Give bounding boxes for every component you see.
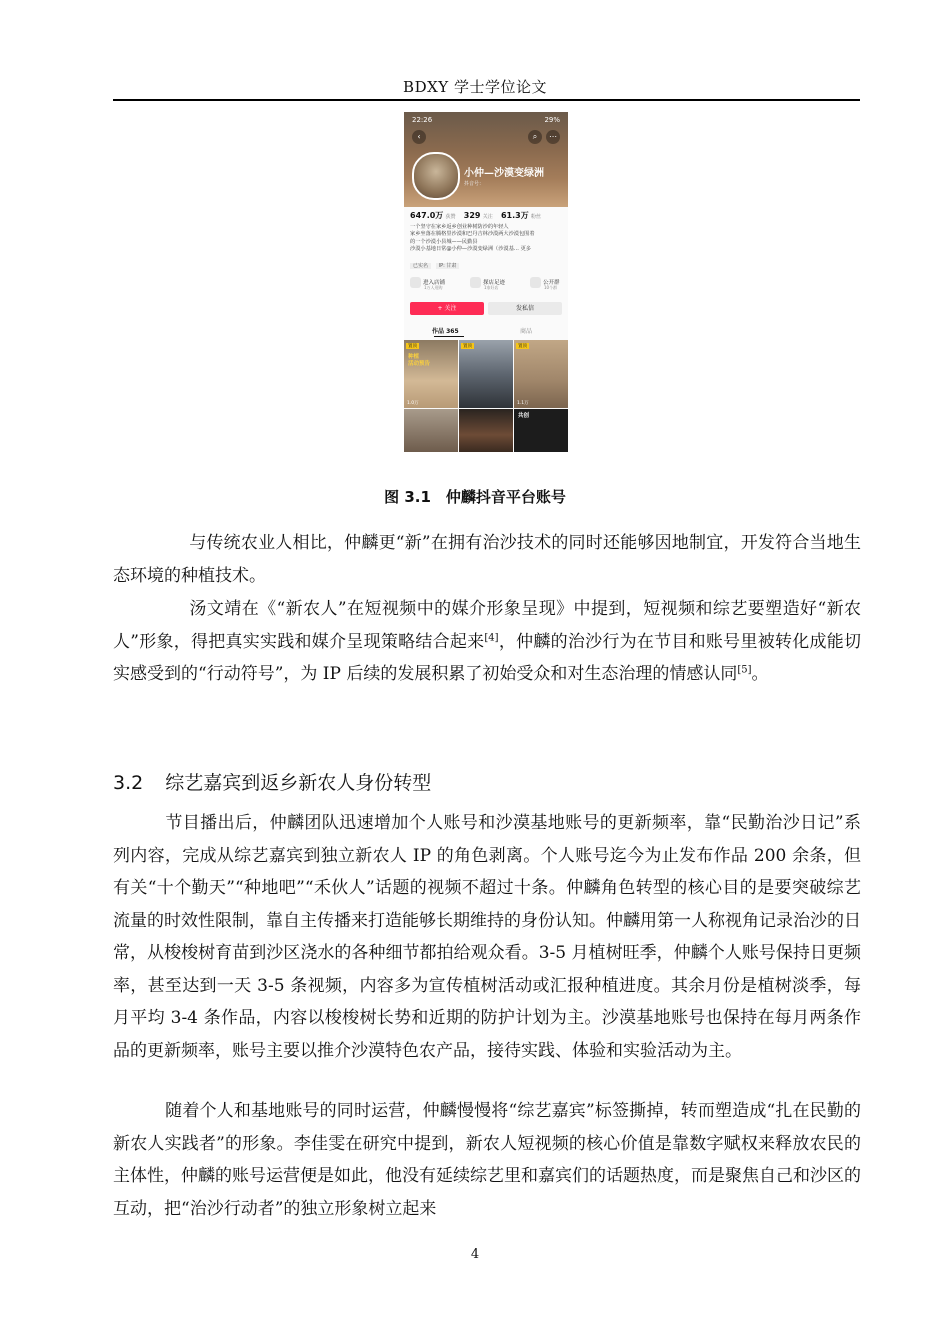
paragraph-text: 随着个人和基地账号的同时运营，仲麟慢慢将“综艺嘉宾”标签撕掉，转而塑造成“扎在民勤的新农人实践者”的形象。李佳雯在研究中提到，新农人短视频的核心价值是靠数字赋权来释放农民的主体性，仲麟的账号运营便是如此，他没有延续综艺里和嘉宾们的话题热度，而是聚焦自己和沙区的互动，把“治沙行动者”的独立形象树立起来 <box>113 1101 861 1219</box>
followers-count: 61.3万 <box>500 211 529 220</box>
message-button: 发私信 <box>488 302 562 315</box>
video-tile <box>404 340 458 408</box>
avatar <box>412 152 460 200</box>
followers-label: 粉丝 <box>530 214 541 220</box>
paragraph <box>113 807 861 1067</box>
group-icon <box>530 277 541 288</box>
video-tile <box>459 340 513 408</box>
profile-stats <box>410 210 547 221</box>
paragraph-text: 汤文靖在《“新农人”在短视频中的媒介形象呈现》中提到，短视频和综艺要塑造好“新农人”形象，得把真实实践和媒介呈现策略结合起来 <box>113 599 861 652</box>
shop-icon <box>410 277 421 288</box>
search-icon: ⌕ <box>528 130 542 144</box>
header-rule <box>113 99 860 101</box>
douyin-screenshot <box>404 112 568 452</box>
shop-entry <box>530 277 560 297</box>
shop-sub: 10个群 <box>544 285 558 290</box>
pin-badge: 置顶 <box>518 344 527 349</box>
citation: [5] <box>737 664 752 676</box>
likes-label: 获赞 <box>445 214 456 220</box>
video-tile <box>404 409 458 452</box>
shop-sub: 1家好店 <box>484 285 499 290</box>
section-title: 综艺嘉宾到返乡新农人身份转型 <box>165 772 432 794</box>
bio-line: 的一个沙漠小县城——民勤县 <box>410 238 478 245</box>
tile-views: 1.0万 <box>407 401 419 406</box>
following-count: 329 <box>463 211 481 220</box>
tab-works: 作品 365 <box>432 328 459 335</box>
paragraph <box>113 1095 861 1225</box>
more-icon: ⋯ <box>546 130 560 144</box>
back-icon: ‹ <box>412 130 426 144</box>
video-tile <box>514 340 568 408</box>
section-number: 3.2 <box>113 772 144 794</box>
paragraph-text: ，仲麟的治沙行为在节目和账号里被转化成能切实感受到的“行动符号”，为 IP 后续的发展积累了初始受众和对生态治理的情感认同 <box>113 631 861 684</box>
bio-line: 家乡坐落在腾格里沙漠和巴丹吉林沙漠两大沙漠包围着 <box>410 231 535 238</box>
tab-indicator <box>434 336 464 337</box>
likes-count: 647.0万 <box>410 211 444 220</box>
tag: 已实名 <box>410 263 431 269</box>
paragraph-text: 节目播出后，仲麟团队迅速增加个人账号和沙漠基地账号的更新频率，靠“民勤治沙日记”系列内容，完成从综艺嘉宾到独立新农人 IP 的角色剥离。个人账号迄今为止发布作品 200 余条，但有关“十个勤天”“种地吧”“禾伙人”话题的视频不超过十条。仲麟角色转型的核心目的是要突破综艺流量的时效性限制，靠自主传播来打造能够长期维持的身份认知。仲麟用第一人称视角记录治沙的日常，从梭梭树育苗到沙区浇水的各种细节都拍给观众看。3-5 月植树旺季，仲麟个人账号保持日更频率，甚至达到一天 3-5 条视频，内容多为宣传植树活动或汇报种植进度。其余月份是植树淡季，每月平均 3-4 条作品，内容以梭梭树长势和近期的防护计划为主。沙漠基地账号也保持在每月两条作品的更新频率，账号主要以推介沙漠特色农产品，接待实践、体验和实验活动为主。 <box>113 813 861 1061</box>
paragraph <box>113 593 861 691</box>
running-header: BDXY 学士学位论文 <box>403 78 547 96</box>
account-name: 小仲—沙漠变绿洲 <box>464 168 544 179</box>
section-heading <box>113 768 431 795</box>
bio-line: 一个坚守在家乡返乡创业种树防沙的年轻人 <box>410 224 509 230</box>
shop-title: 探店足迹 <box>483 280 506 286</box>
video-tile <box>459 409 513 452</box>
follow-button: + 关注 <box>410 302 484 315</box>
paragraph-text: 。 <box>751 664 769 684</box>
footprint-icon <box>470 277 481 288</box>
page-number: 4 <box>470 1247 480 1262</box>
paragraph <box>113 527 861 592</box>
shop-row <box>410 277 566 297</box>
shop-title: 公开群 <box>543 280 560 286</box>
citation: [4] <box>484 631 499 643</box>
tile-views: 1.1万 <box>517 401 529 406</box>
profile-bio <box>410 224 562 254</box>
bio-line: 沙漠小基地日常@小仲—沙漠变绿洲（沙漠基… 更多 <box>410 246 531 253</box>
profile-tags <box>410 262 462 269</box>
tab-goods: 商品 <box>520 328 533 335</box>
tile-caption: 种植 活动预告 <box>408 354 431 367</box>
shop-sub: 1万人逛购 <box>424 285 443 290</box>
shop-entry <box>470 277 505 297</box>
video-tile <box>514 409 568 452</box>
shop-title: 进入店铺 <box>423 280 446 286</box>
pin-badge: 置顶 <box>408 344 417 349</box>
shop-entry <box>410 277 445 297</box>
status-battery: 29% <box>544 116 560 124</box>
status-time: 22:26 <box>412 116 433 124</box>
paragraph-text: 与传统农业人相比，仲麟更“新”在拥有治沙技术的同时还能够因地制宜，开发符合当地生态环境的种植技术。 <box>113 533 861 586</box>
figure-caption: 图 3.1 仲麟抖音平台账号 <box>384 488 566 506</box>
tag: IP: 甘肃 <box>436 263 460 269</box>
account-id: 抖音号： <box>464 181 485 187</box>
tile-caption: 共创 <box>518 413 530 419</box>
video-grid <box>404 340 568 452</box>
following-label: 关注 <box>482 214 493 220</box>
pin-badge: 置顶 <box>463 344 472 349</box>
